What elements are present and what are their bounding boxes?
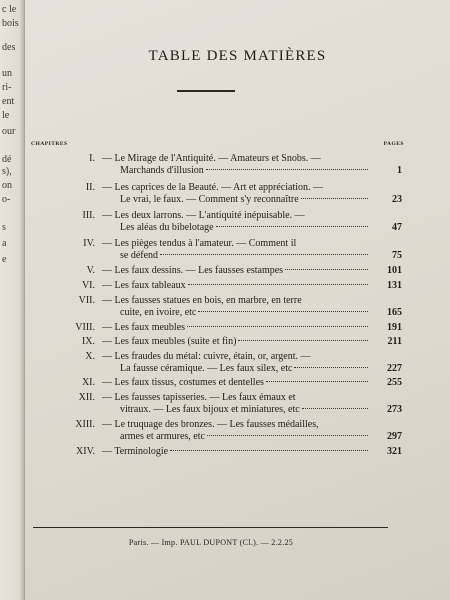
toc-entry [25, 280, 450, 292]
toc-entry [25, 446, 450, 458]
chapters-column-header: CHAPITRES [31, 141, 68, 147]
left-page-fragment: c le [2, 4, 17, 15]
toc-entry [25, 153, 450, 177]
page-number: 273 [387, 404, 402, 415]
page-number: 255 [387, 377, 402, 388]
page-number: 227 [387, 363, 402, 374]
left-page-fragment: dé [2, 154, 12, 165]
page-title: TABLE DES MATIÈRES [148, 48, 327, 64]
left-page-fragment: e [2, 254, 7, 265]
chapter-number: VI. [81, 280, 95, 291]
page-number: 23 [392, 194, 402, 205]
dot-leader [216, 226, 368, 227]
chapter-number: II. [85, 182, 95, 193]
dot-leader [206, 169, 368, 170]
dot-leader [198, 311, 368, 312]
toc-entry [25, 210, 450, 234]
printer-imprint: Paris. — Imp. PAUL DUPONT (Cl.). — 2.2.25 [128, 538, 294, 547]
toc-entry [25, 238, 450, 262]
chapter-title-line: — Les caprices de la Beauté. — Art et appréciation. — [102, 182, 324, 193]
chapter-number: VIII. [75, 322, 95, 333]
toc-entry [25, 265, 450, 277]
book-page [25, 0, 450, 600]
toc-entry [25, 322, 450, 334]
page-number: 191 [387, 322, 402, 333]
title-rule [177, 90, 235, 92]
chapter-title-line: Le vrai, le faux. — Comment s'y reconnaître [120, 194, 299, 205]
left-page-fragment: s), [2, 166, 12, 177]
toc-entry [25, 351, 450, 375]
chapter-title-line: — Les fausses tapisseries. — Les faux émaux et [102, 392, 296, 403]
dot-leader [160, 254, 368, 255]
chapter-number: IV. [83, 238, 95, 249]
left-page-fragment: ent [2, 96, 15, 107]
dot-leader [266, 381, 368, 382]
toc-entry [25, 295, 450, 319]
chapter-title-line: — Les deux larrons. — L'antiquité inépuisable. — [102, 210, 305, 221]
dot-leader [238, 340, 368, 341]
toc-entry [25, 182, 450, 206]
chapter-title-line: — Les pièges tendus à l'amateur. — Comment il [102, 238, 297, 249]
dot-leader [285, 269, 368, 270]
left-page-fragment: a [2, 238, 7, 249]
left-page-fragment: s [2, 222, 6, 233]
toc-entry [25, 419, 450, 443]
left-page-fragment: ri- [2, 82, 12, 93]
page-number: 131 [387, 280, 402, 291]
chapter-title-line: — Les faux dessins. — Les fausses estampes [102, 265, 284, 276]
toc-entry [25, 392, 450, 416]
chapter-number: XII. [78, 392, 95, 403]
pages-column-header: PAGES [383, 141, 404, 147]
chapter-number: XIV. [76, 446, 95, 457]
left-page-fragment: des [2, 42, 16, 53]
dot-leader [188, 284, 368, 285]
left-page-fragment: bois [2, 18, 19, 29]
chapter-number: X. [85, 351, 95, 362]
toc-entry [25, 336, 450, 348]
left-page-fragment: our [2, 126, 16, 137]
chapter-title-line: — Terminologie [102, 446, 169, 457]
chapter-title-line: — Le Mirage de l'Antiquité. — Amateurs et Snobs. — [102, 153, 321, 164]
chapter-title-line: cuite, en ivoire, etc [120, 307, 197, 318]
toc-entry [25, 377, 450, 389]
chapter-number: XI. [81, 377, 95, 388]
dot-leader [301, 198, 368, 199]
chapter-title-line: — Les faux meubles [102, 322, 186, 333]
page-number: 1 [397, 165, 402, 176]
chapter-title-line: vitraux. — Les faux bijoux et miniatures, etc [120, 404, 300, 415]
page-number: 321 [387, 446, 402, 457]
chapter-number: XIII. [75, 419, 95, 430]
chapter-title-line: — Les fraudes du métal: cuivre, étain, or, argent. — [102, 351, 311, 362]
page-number: 47 [392, 222, 402, 233]
chapter-title-line: — Le truquage des bronzes. — Les fausses médailles, [102, 419, 319, 430]
chapter-title-line: — Les fausses statues en bois, en marbre, en terre [102, 295, 302, 306]
page-number: 75 [392, 250, 402, 261]
page-number: 165 [387, 307, 402, 318]
dot-leader [170, 450, 368, 451]
left-page-fragment: un [2, 68, 12, 79]
chapter-title-line: Les aléas du bibelotage [120, 222, 214, 233]
chapter-title-line: armes et armures, etc [120, 431, 205, 442]
chapter-number: VII. [78, 295, 95, 306]
chapter-number: I. [89, 153, 95, 164]
dot-leader [302, 408, 368, 409]
left-page-fragment: o- [2, 194, 11, 205]
chapter-title-line: se défend [120, 250, 159, 261]
chapter-title-line: — Les faux tableaux [102, 280, 186, 291]
dot-leader [294, 367, 368, 368]
page-number: 297 [387, 431, 402, 442]
table-of-contents [25, 150, 450, 458]
chapter-title-line: — Les faux meubles (suite et fin) [102, 336, 237, 347]
page-number: 211 [387, 336, 402, 347]
chapter-number: III. [82, 210, 95, 221]
dot-leader [207, 435, 368, 436]
chapter-number: IX. [81, 336, 95, 347]
chapter-title-line: — Les faux tissus, costumes et dentelles [102, 377, 264, 388]
left-page-fragment: on [2, 180, 12, 191]
dot-leader [187, 326, 368, 327]
footer-rule [33, 527, 388, 528]
chapter-title-line: Marchands d'illusion [120, 165, 204, 176]
chapter-title-line: La fausse céramique. — Les faux silex, etc [120, 363, 293, 374]
page-number: 101 [387, 265, 402, 276]
left-page-fragment: le [2, 110, 10, 121]
chapter-number: V. [86, 265, 95, 276]
